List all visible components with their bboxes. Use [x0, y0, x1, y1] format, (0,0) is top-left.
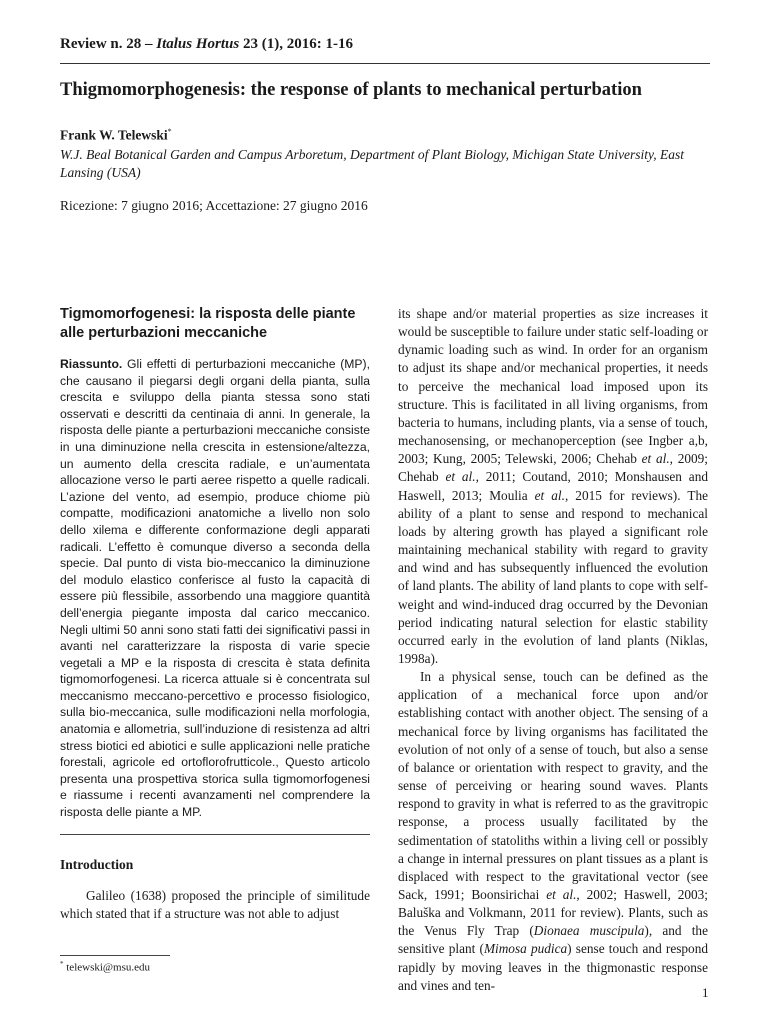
abstract-text — [60, 356, 370, 821]
header-rule — [60, 63, 710, 64]
abstract-label: Riassunto. — [60, 357, 123, 371]
text-run-italic: Dionaea muscipula — [533, 923, 645, 939]
text-run: , 2009; Chehab — [398, 451, 709, 485]
text-run: In a physical sense, touch can be defined as the application of a mechanical force upon and/or establishing contact with another object. The sensing of a mechanical force by living organisms has facilitated the evolution of not only of a sense of touch, but also a sense of balance or orientation with respect to gravity, and the sense of perceiving or hearing sound waves. Plants respond to gravity in what is referred to as the gravitropic response, a process usually facilitated by the sedimentation of statoliths within a living cell or possibly a change in internal pressures on plant tissues as a plant is displaced with respect to the gravitational vector (see Sack, 1991; Boonsirichai — [398, 669, 708, 902]
text-run: , 2002; Haswell, 2003; Baluška and Volkmann, 2011 for review). Plants, such as the Venus Fly Trap ( — [398, 887, 708, 939]
author-affiliation: W.J. Beal Botanical Garden and Campus Arboretum, Department of Plant Biology, Michigan State University, East Lansing (USA) — [60, 147, 685, 180]
header-volume: 23 (1), 2016: 1-16 — [239, 36, 353, 52]
page-number: 1 — [702, 985, 709, 1000]
text-run-italic: Mimosa pudica — [483, 941, 568, 957]
footnote-rule — [60, 955, 170, 956]
author-footnote-mark: * — [167, 127, 172, 136]
left-column — [60, 305, 370, 821]
text-run: ), and the sensitive plant ( — [398, 923, 708, 957]
article-title: Thigmomorphogenesis: the response of plants to mechanical perturbation — [60, 80, 642, 100]
running-header — [60, 36, 710, 53]
header-review: Review n. 28 – — [60, 36, 157, 52]
author-line — [60, 127, 172, 144]
author-name: Frank W. Telewski — [60, 127, 168, 143]
text-run-italic: et al. — [641, 451, 670, 467]
footnote-email: telewski@msu.edu — [63, 961, 151, 974]
footnote-mark: * — [60, 960, 64, 968]
abstract-title: Tigmomorfogenesi: la risposta delle piante alle perturbazioni meccaniche — [60, 306, 356, 341]
introduction-heading: Introduction — [60, 857, 134, 872]
text-run: its shape and/or material properties as size increases it would be susceptible to failure under static self-loading or dynamic loading such as wind. In order for an organism to adjust its shape and/or mechanical properties, it needs to perceive the mechanical load imposed upon its structure. This is facilitated in all living organisms, from bacteria to humans, including plants, via a sense of touch, mechanosensing, or mechanoperception (see Ingber a,b, 2003; Kung, 2005; Telewski, 2006; Chehab — [398, 306, 708, 467]
text-run-italic: et al. — [546, 887, 577, 902]
abstract-body: Gli effetti di perturbazioni meccaniche (MP), che causano il piegarsi degli organi della pianta, sulla crescita e sviluppo della pianta stessa sono stati osservati e descritti da centinaia di anni. In generale, la risposta delle piante a perturbazioni meccaniche consiste in una diminuzione nella crescita in estensione/altezza, un aumento della crescita radiale, e un’aumentata allocazione verso le parti aeree rispetto a quelle radicali. L’azione del vento, ad esempio, produce chiome più compatte, modificazioni anatomiche a livello non solo dello xilema e differente conformazione degli apparati radicali. L’effetto è comunque diverso a seconda della specie. Dal punto di vista bio-meccanico la diminuzione del modulo elastico conferisce al fusto la capacità di essere più flessibile, assorbendo una maggiore quantità dell’energia piegante imposta dal carico meccanico. Negli ultimi 50 anni sono stati fatti dei significativi passi in avanti nel caratterizzare la risposta di varie specie vegetali a MP e la risposta di crescita è stata definita tigmomorfogenesi. La ricerca attuale si è concentrata sul meccanismo meccano-percettivo e processo fisiologico, sulla bio-meccanica, sulle modificazioni nella morfologia, anatomia e allometria, sull’induzione di resistenza ad altri stress biotici ed abiotici e sulle applicazioni nelle pratiche forestali, agricole ed ortoflorofrutticole., Questo articolo presenta una prospettiva storica sulla tigmomorfogenesi e riassume i recenti avanzamenti nel comprendere la risposta delle piante a MP. — [60, 357, 370, 820]
body-paragraph-1 — [398, 305, 708, 668]
text-run: , 2015 for reviews). The ability of a plant to sense and respond to mechanical loads by altering growth has played a significant role maintaining mechanical stability with regard to gravity and wind and has subsequently influenced the evolution of land plants. The ability of land plants to cope with self-weight and wind-induced drag occurred by the Devonian period indicating natural selection for elastic stability occurred early in the evolution of land plants (Niklas, 1998a). — [398, 487, 708, 666]
right-column — [398, 305, 708, 995]
introduction-paragraph: Galileo (1638) proposed the principle of similitude which stated that if a structure was not able to adjust — [60, 888, 370, 921]
header-journal: Italus Hortus — [156, 36, 240, 52]
text-run-italic: et al. — [534, 487, 565, 503]
body-paragraph-2 — [398, 668, 708, 995]
received-accepted-dates: Ricezione: 7 giugno 2016; Accettazione: 27 giugno 2016 — [60, 198, 368, 213]
text-run: ) sense touch and respond rapidly by moving leaves in the thigmonastic response and vines and ten- — [398, 941, 709, 993]
abstract-divider — [60, 834, 370, 835]
footnote — [60, 960, 150, 974]
text-run-italic: et al. — [445, 469, 476, 485]
text-run: , 2011; Coutand, 2010; Monshausen and Haswell, 2013; Moulia — [398, 469, 708, 503]
